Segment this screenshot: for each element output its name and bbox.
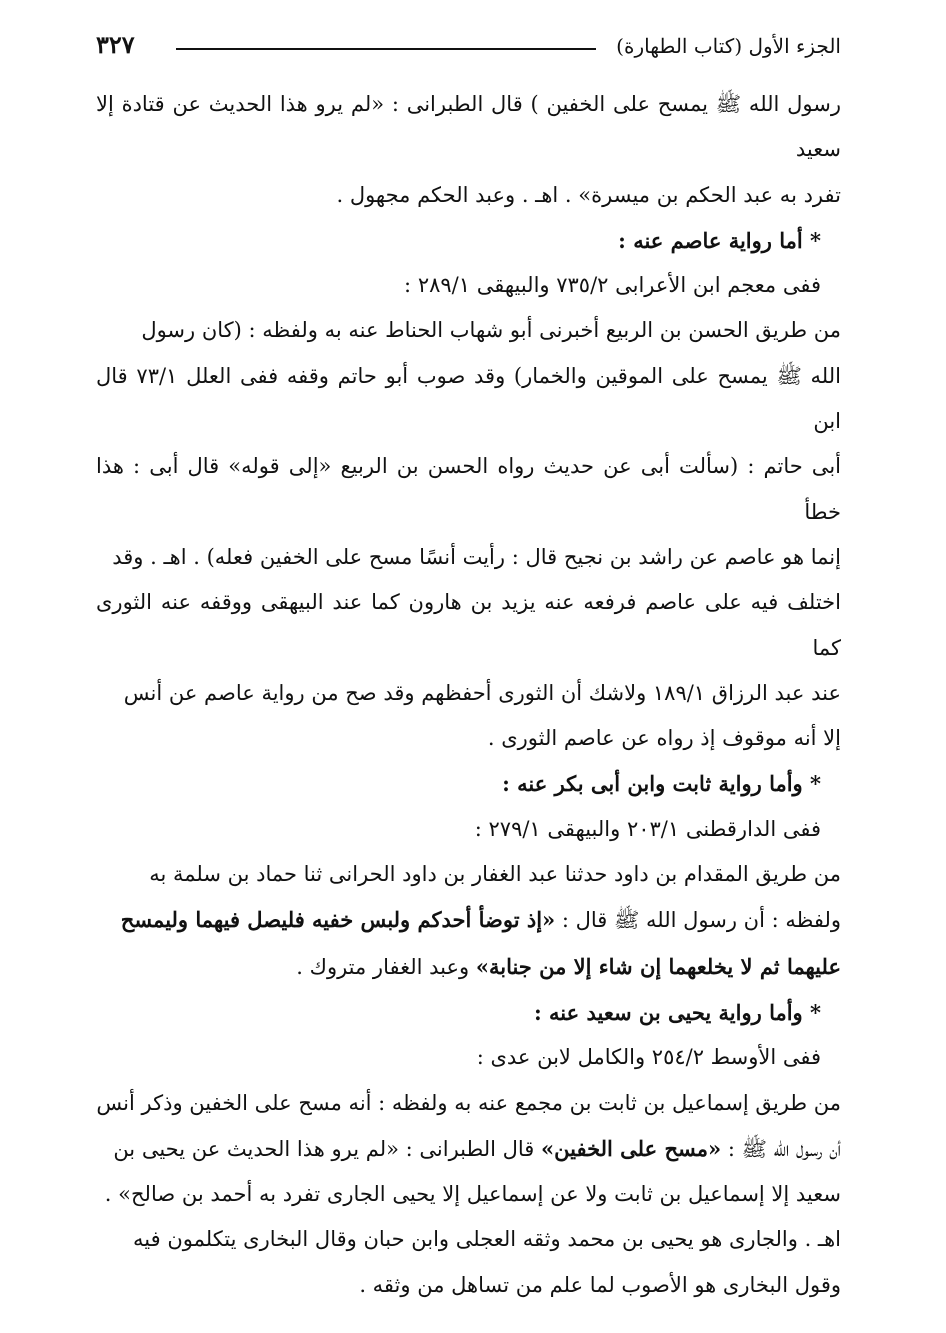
text-line: من طريق الحسن بن الربيع أخبرنى أبو شهاب الحناط عنه به ولفظه : (كان رسول bbox=[141, 318, 841, 343]
hadith-quote: «إذ توضأ أحدكم ولبس خفيه فليصل فيهما وليمسح bbox=[120, 907, 556, 933]
text-line: إلا أنه موقوف إذ رواه عن عاصم الثورى . bbox=[487, 726, 841, 751]
text-line: من طريق المقدام بن داود حدثنا عبد الغفار بن داود الحرانى ثنا حماد بن سلمة به bbox=[149, 862, 841, 887]
text-segment: قال الطبرانى : «لم يرو هذا الحديث عن يحيى بن bbox=[113, 1136, 541, 1161]
page-number: ٣٢٧ bbox=[96, 30, 135, 59]
hadith-quote: «مسح على الخفين» bbox=[541, 1135, 722, 1161]
text-line: عند عبد الرزاق ١٨٩/١ ولاشك أن الثورى أحفظهم وقد صح من رواية عاصم عن أنس bbox=[123, 680, 841, 705]
source-reference: ففى الدارقطنى ٢٠٣/١ والبيهقى ٢٧٩/١ : bbox=[474, 816, 821, 841]
text-line: اهـ . والجارى هو يحيى بن محمد وثقه العجلى وابن حبان وقال البخارى يتكلمون فيه bbox=[133, 1227, 841, 1252]
header-title: الجزء الأول (كتاب الطهارة) bbox=[616, 34, 841, 58]
text-line: الله ﷺ يمسح على الموقين والخمار) وقد صوب أبو حاتم وقفه ففى العلل ٧٣/١ قال ابن bbox=[96, 363, 841, 434]
text-line bbox=[96, 897, 841, 943]
text-line: رسول الله ﷺ يمسح على الخفين ) قال الطبرانى : «لم يرو هذا الحديث عن قتادة إلا سعيد bbox=[96, 92, 841, 162]
header-rule bbox=[176, 48, 596, 50]
text-segment: ولفظه : أن رسول الله ﷺ قال : bbox=[555, 908, 841, 933]
source-reference: ففى الأوسط ٢٥٤/٢ والكامل لابن عدى : bbox=[476, 1045, 821, 1070]
text-line: من طريق إسماعيل بن ثابت بن مجمع عنه به ولفظه : أنه مسح على الخفين وذكر أنس bbox=[96, 1090, 841, 1115]
source-reference: ففى معجم ابن الأعرابى ٧٣٥/٢ والبيهقى ٢٨٩/١ : bbox=[404, 273, 821, 298]
text-line: وقول البخارى هو الأصوب لما علم من تساهل من وثقه . bbox=[359, 1272, 841, 1297]
section-heading-thabit: * وأما رواية ثابت وابن أبى بكر عنه : bbox=[502, 771, 821, 797]
body-text bbox=[96, 82, 841, 1308]
text-line: تفرد به عبد الحكم بن ميسرة» . اهـ . وعبد الحكم مجهول . bbox=[336, 182, 841, 207]
section-heading-yahya: * وأما رواية يحيى بن سعيد عنه : bbox=[533, 999, 821, 1025]
section-heading-asim: * أما رواية عاصم عنه : bbox=[618, 227, 821, 253]
text-line: اختلف فيه على عاصم فرفعه عنه يزيد بن هارون كما عند البيهقى ووقفه عنه الثورى كما bbox=[96, 590, 841, 660]
text-segment: وعبد الغفار متروك . bbox=[296, 954, 476, 979]
text-line: أبى حاتم : (سألت أبى عن حديث رواه الحسن بن الربيع «إلى قوله» قال أبى : هذا خطأ bbox=[96, 454, 841, 524]
text-segment: أن رسول الله ﷺ : bbox=[721, 1136, 841, 1161]
text-line: إنما هو عاصم عن راشد بن نجيح قال : رأيت أنسًا مسح على الخفين فعله) . اهـ . وقد bbox=[112, 544, 841, 569]
text-line bbox=[96, 1126, 841, 1172]
text-line bbox=[96, 944, 841, 990]
text-line: سعيد إلا إسماعيل بن ثابت ولا عن إسماعيل إلا يحيى الجارى تفرد به أحمد بن صالح» . bbox=[104, 1182, 841, 1207]
running-header bbox=[96, 30, 841, 64]
hadith-quote: عليهما ثم لا يخلعهما إن شاء إلا من جنابة» bbox=[475, 953, 841, 979]
